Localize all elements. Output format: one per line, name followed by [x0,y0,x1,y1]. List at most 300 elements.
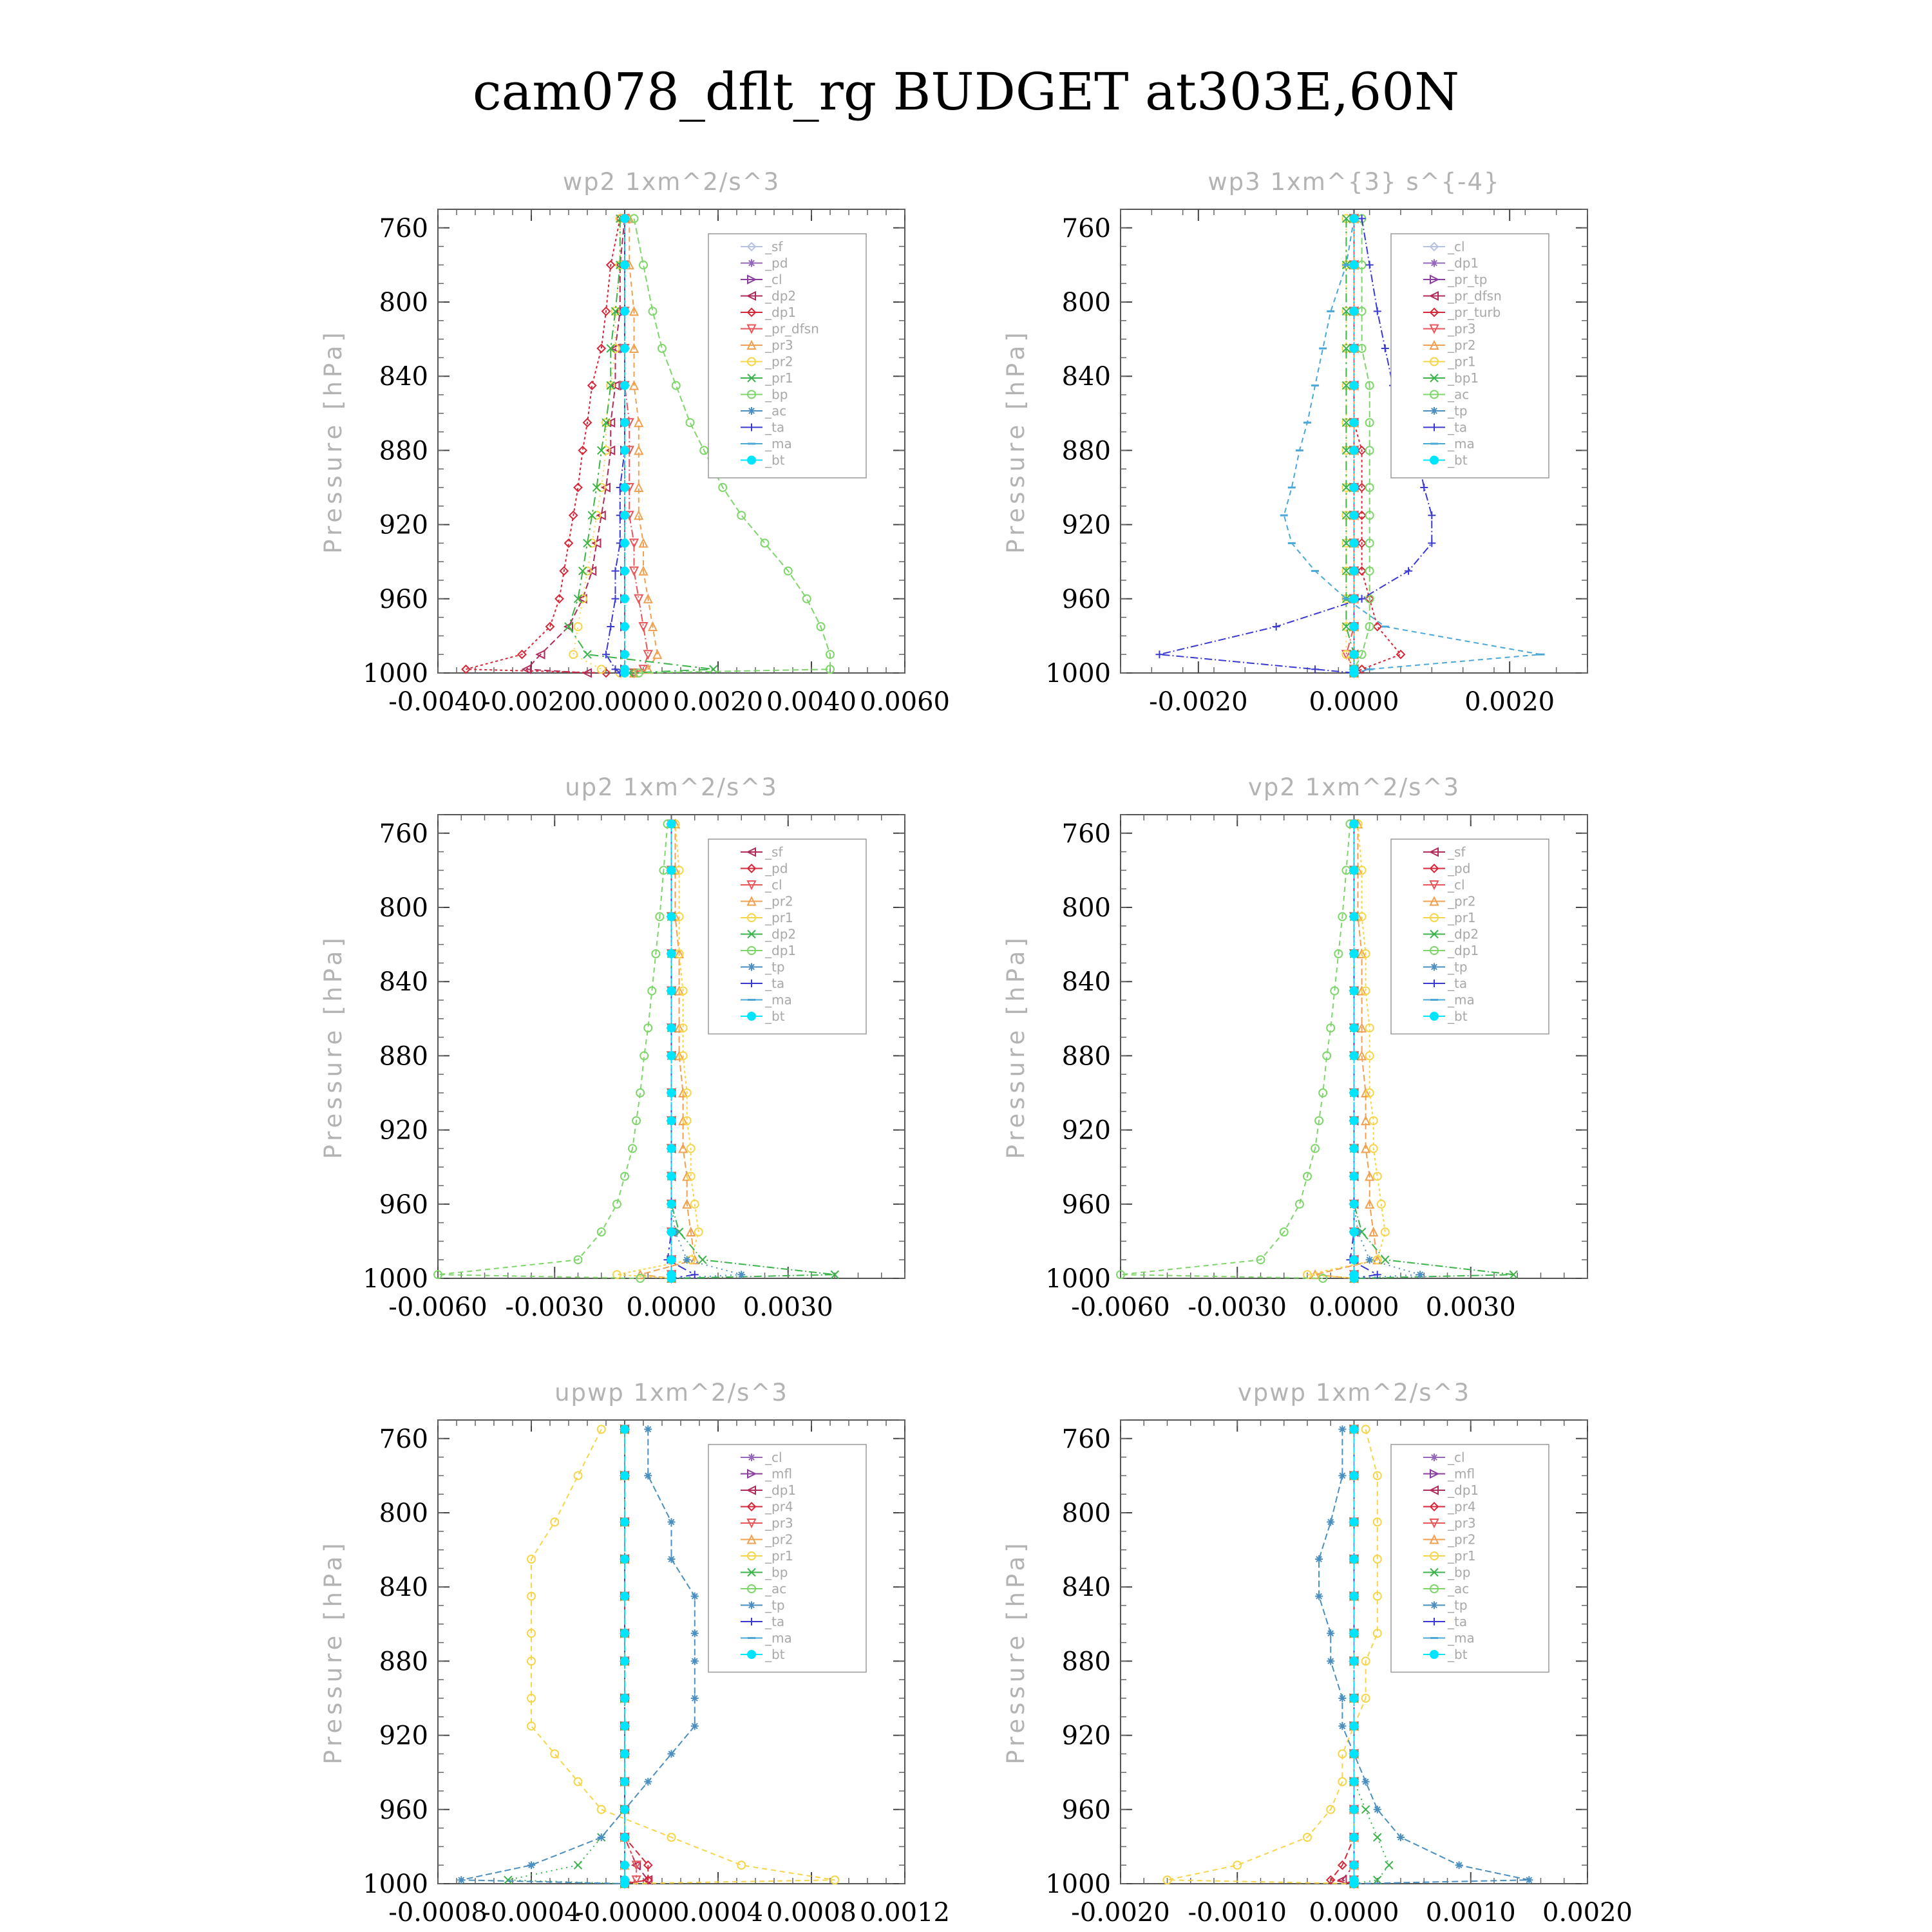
data-point [1350,1144,1359,1153]
y-tick-label: 880 [379,1647,428,1677]
legend-label: _ta [1448,976,1468,991]
legend-marker [747,456,756,465]
legend-label: _dp1 [1448,943,1479,958]
series-line-bp1 [1346,218,1354,673]
legend-label: _dp2 [765,926,797,942]
data-point [1350,1200,1359,1209]
data-point [620,1861,629,1870]
data-point [737,1861,745,1869]
legend [708,1444,866,1672]
legend-label: _bt [765,452,785,468]
panel-1 [319,168,950,717]
data-point [574,1778,582,1786]
data-point [1350,1425,1359,1434]
legend-label: _bt [765,1009,785,1024]
data-point [658,345,666,352]
legend [1391,234,1549,478]
data-point [620,344,629,353]
data-point [620,1656,629,1665]
data-point [667,1051,676,1060]
data-point [668,1750,676,1757]
legend-label: _dp1 [765,943,797,958]
data-point [620,214,629,223]
panel-title: wp2 1xm^2/s^3 [562,168,781,196]
legend-label: _bt [1448,452,1468,468]
legend-label: _bt [1448,1009,1468,1024]
legend-label: _pr1 [765,1548,793,1564]
series-line-pr_dfsn [625,218,648,673]
data-point [635,419,643,426]
data-point [667,866,676,875]
data-point [620,1749,629,1758]
legend-label: _pr2 [765,893,793,909]
series-line-dp1 [625,1429,648,1884]
legend-label: _pr1 [1448,354,1476,370]
y-tick-label: 760 [1061,819,1111,849]
panel-title: upwp 1xm^2/s^3 [554,1379,788,1406]
panel-3 [319,773,905,1322]
legend [1391,1444,1549,1672]
data-point [761,539,769,547]
data-point [620,1777,629,1786]
y-axis-label: Pressure [hPa] [319,1539,347,1765]
data-point [644,650,652,658]
legend-label: _sf [765,844,783,860]
legend-label: _pr3 [1448,321,1476,337]
y-tick-label: 960 [379,584,428,614]
data-point [620,1592,629,1601]
data-point [1350,1471,1359,1480]
y-tick-label: 1000 [363,659,428,688]
data-point [667,949,676,958]
legend-label: _ma [765,992,792,1008]
legend-label: _ma [1448,1630,1475,1646]
y-tick-label: 920 [379,1721,428,1751]
legend-label: _tp [765,959,785,975]
legend-label: _ac [765,403,787,419]
data-point [1273,623,1280,630]
data-point [667,912,676,921]
legend-label: _ma [765,1630,792,1646]
data-point [620,567,629,576]
legend-label: _pr_tp [1448,272,1488,287]
legend-label: _ac [1448,386,1470,402]
panel-4 [1002,773,1587,1322]
data-point [1420,484,1428,491]
data-point [687,419,694,426]
legend-label: _pr4 [1448,1499,1476,1515]
data-point [691,1694,699,1702]
data-point [620,381,629,390]
y-tick-label: 1000 [363,1870,428,1899]
legend-label: _pr2 [1448,337,1476,353]
data-point [639,623,647,630]
data-point [598,1833,605,1841]
data-point [574,1861,582,1869]
legend-label: _pr2 [765,354,793,370]
data-point [598,665,605,673]
series-line-dp1 [438,824,668,1278]
legend-label: _bp [765,1564,788,1580]
legend-label: _bp [1448,1564,1471,1580]
series-line-pr1 [1346,218,1354,673]
data-point [527,1722,535,1730]
legend-label: _pd [765,860,788,876]
legend-label: _ac [1448,1581,1470,1596]
data-point [607,623,614,630]
data-point [1350,1051,1359,1060]
x-tick-label: 0.0020 [1542,1898,1633,1927]
y-tick-label: 960 [1061,1795,1111,1825]
data-point [667,1200,676,1209]
x-tick-label: 0.0000 [580,687,670,717]
series-line-pr1 [1168,1429,1378,1884]
data-point [1350,1879,1359,1888]
y-tick-label: 840 [379,967,428,998]
data-point [620,594,629,603]
legend-marker [748,260,755,267]
data-point [1374,1833,1381,1841]
legend-label: _pr1 [765,910,793,925]
data-point [574,623,582,630]
x-tick-label: 0.0008 [766,1898,857,1927]
data-point [1366,1256,1374,1264]
data-point [1405,567,1412,575]
data-point [1525,1876,1533,1884]
y-tick-label: 840 [1061,362,1111,392]
legend-label: _sf [765,239,783,254]
data-point [551,1750,558,1757]
x-tick-label: -0.0030 [1188,1293,1287,1322]
legend [1391,839,1549,1034]
legend-label: _ta [765,976,785,991]
data-point [1350,1833,1359,1842]
legend-marker [1430,407,1438,415]
data-point [1350,1255,1359,1264]
y-tick-label: 920 [1061,510,1111,540]
legend-label: _pr4 [765,1499,793,1515]
data-point [1385,1861,1393,1869]
data-point [612,595,620,603]
y-axis-label: Pressure [hPa] [1002,328,1030,554]
x-tick-label: 0.0060 [860,687,950,717]
data-point [1428,539,1435,547]
panel-title: up2 1xm^2/s^3 [565,773,778,801]
legend [708,839,866,1034]
data-point [691,1629,699,1637]
data-point [620,668,629,677]
data-point [1350,594,1359,603]
legend-marker [1430,456,1439,465]
y-tick-label: 960 [379,1795,428,1825]
data-point [620,650,629,659]
legend-label: _pr3 [765,337,793,353]
data-point [1315,1593,1323,1600]
data-point [683,1256,691,1264]
data-point [691,1657,699,1665]
series-line-pr4 [1331,1429,1354,1884]
x-tick-label: 0.0030 [1425,1293,1516,1322]
data-point [620,1694,629,1703]
legend-label: _pr2 [765,1531,793,1548]
data-point [737,511,745,519]
y-tick-label: 960 [1061,584,1111,614]
data-point [620,1471,629,1480]
data-point [668,1518,676,1526]
x-tick-label: -0.0060 [1071,1293,1170,1322]
data-point [803,595,811,603]
data-point [667,1088,676,1097]
legend-marker [1430,1454,1438,1461]
data-point [574,1472,582,1479]
y-tick-label: 800 [379,288,428,317]
x-tick-label: -0.0020 [482,687,581,717]
y-tick-label: 800 [379,1499,428,1528]
x-tick-label: -0.0030 [505,1293,604,1322]
data-point [668,1555,676,1563]
y-axis-label: Pressure [hPa] [1002,934,1030,1159]
legend-label: _tp [1448,403,1468,419]
legend-label: _dp2 [765,288,797,304]
data-point [620,1805,629,1814]
data-point [1350,446,1359,455]
y-tick-label: 800 [1061,1499,1111,1528]
data-point [1350,1555,1359,1564]
legend [708,234,866,478]
data-point [635,595,643,603]
data-point [1350,538,1359,547]
y-tick-label: 840 [1061,1573,1111,1603]
data-point [1350,418,1359,427]
y-tick-label: 1000 [1045,1870,1111,1899]
y-tick-label: 880 [1061,436,1111,466]
series-line-pr3 [629,218,658,673]
y-tick-label: 880 [1061,1647,1111,1677]
data-point [1350,381,1359,390]
data-point [1350,1088,1359,1097]
y-tick-label: 800 [1061,893,1111,923]
legend-marker [747,1650,756,1659]
data-point [644,1472,652,1479]
legend-label: _pr1 [1448,910,1476,925]
x-tick-label: -0.0020 [1071,1898,1170,1927]
legend-marker [1430,1602,1438,1609]
data-point [612,567,620,575]
y-tick-label: 800 [1061,288,1111,317]
legend-label: _mfl [765,1466,793,1482]
data-point [1350,1023,1359,1032]
data-point [667,1023,676,1032]
data-point [1338,1694,1346,1702]
legend-label: _pr2 [1448,893,1476,909]
series-line-tp [461,1429,695,1884]
data-point [699,1256,706,1264]
data-point [1338,1472,1346,1479]
data-point [527,1861,535,1869]
x-tick-label: -0.0008 [388,1898,488,1927]
panel-5 [319,1379,950,1927]
data-point [1350,912,1359,921]
data-point [1428,511,1435,519]
data-point [457,1876,465,1884]
data-point [1366,261,1374,269]
legend-label: _pd [1448,860,1471,876]
legend-label: _tp [1448,1597,1468,1613]
y-tick-label: 760 [379,213,428,243]
x-tick-label: -0.0010 [1188,1898,1287,1927]
x-tick-label: -0.0020 [1149,687,1248,717]
y-axis-label: Pressure [hPa] [319,934,347,1159]
panel-title: wp3 1xm^{3} s^{-4} [1208,168,1501,196]
y-axis-label: Pressure [hPa] [1002,1539,1030,1765]
legend-label: _cl [765,877,782,893]
data-point [1350,819,1359,828]
data-point [1350,344,1359,353]
data-point [667,819,676,828]
y-tick-label: 760 [1061,1424,1111,1454]
data-point [613,1200,621,1208]
data-point [1327,1657,1334,1665]
y-tick-label: 800 [379,893,428,923]
data-point [1350,214,1359,223]
legend-label: _pr_dfsn [1448,288,1502,304]
data-point [1350,1629,1359,1638]
y-tick-label: 760 [1061,213,1111,243]
y-tick-label: 920 [379,1115,428,1146]
series-line-pr1 [617,824,699,1278]
legend-label: _bp1 [1448,370,1479,386]
data-point [1381,345,1389,352]
data-point [1350,1861,1359,1870]
legend-label: _ta [765,1614,785,1629]
legend-label: _pd [765,255,788,271]
data-point [1381,1256,1389,1264]
data-point [620,538,629,547]
series-line-dp1 [1342,1429,1354,1884]
data-point [1311,665,1319,673]
legend-marker [747,1012,756,1021]
legend-label: _bt [765,1647,785,1662]
legend-label: _dp1 [1448,255,1479,271]
x-tick-label: 0.0000 [1309,1293,1399,1322]
data-point [1296,1200,1303,1208]
legend-label: _cl [1448,239,1465,254]
legend-label: _cl [765,1450,782,1465]
x-tick-label: 0.0012 [860,1898,950,1927]
data-point [504,1876,512,1884]
y-tick-label: 880 [379,1041,428,1072]
legend-label: _dp1 [765,305,797,320]
y-tick-label: 920 [1061,1721,1111,1751]
data-point [667,1255,676,1264]
data-point [737,1271,745,1278]
legend-marker [1430,260,1438,267]
data-point [667,1274,676,1283]
data-point [654,650,661,658]
x-tick-label: -0.0060 [388,1293,488,1322]
data-point [569,650,577,658]
data-point [667,987,676,996]
data-point [667,1144,676,1153]
data-point [1327,1629,1334,1637]
legend-label: _pr1 [1448,1548,1476,1564]
x-tick-label: 0.0030 [743,1293,833,1322]
legend-label: _mfl [1448,1466,1475,1482]
series-line-pr2 [1315,824,1378,1278]
data-point [1350,1656,1359,1665]
legend-marker [748,963,755,971]
data-point [620,418,629,427]
data-point [1350,1749,1359,1758]
y-tick-label: 920 [1061,1115,1111,1146]
x-tick-label: -0.0004 [482,1898,581,1927]
data-point [620,1833,629,1842]
data-point [1155,650,1163,658]
data-point [691,1593,699,1600]
data-point [667,1172,676,1181]
legend-label: _cl [1448,877,1465,893]
data-point [620,1555,629,1564]
data-point [1350,1116,1359,1125]
y-tick-label: 960 [1061,1189,1111,1220]
data-point [1362,1778,1370,1786]
legend-label: _ac [765,1581,787,1596]
y-tick-label: 880 [379,436,428,466]
data-point [1350,1227,1359,1236]
legend-marker [1430,1012,1439,1021]
series-line-dp2 [527,218,625,673]
data-point [1374,1806,1381,1814]
series-line-dp1 [1121,824,1350,1278]
x-tick-label: 0.0000 [1309,1898,1399,1927]
data-point [1455,1861,1463,1869]
legend-label: _pr1 [765,370,793,386]
data-point [620,511,629,520]
data-point [1350,1721,1359,1730]
data-point [1350,1777,1359,1786]
data-point [620,1517,629,1526]
data-point [1350,307,1359,316]
y-tick-label: 840 [379,362,428,392]
data-point [1315,1555,1323,1563]
y-tick-label: 920 [379,510,428,540]
data-point [620,1879,629,1888]
y-tick-label: 1000 [363,1264,428,1294]
y-tick-label: 880 [1061,1041,1111,1072]
legend-marker [1430,963,1438,971]
data-point [1350,260,1359,269]
data-point [1338,1425,1346,1433]
y-tick-label: 760 [379,1424,428,1454]
panel-6 [1002,1379,1633,1927]
data-point [691,1722,699,1730]
y-tick-label: 1000 [1045,1264,1111,1294]
data-point [1350,1805,1359,1814]
legend-marker [1430,1650,1439,1659]
legend-label: _ta [1448,1614,1468,1629]
panels [319,168,1633,1927]
data-point [1350,1694,1359,1703]
legend-label: _ma [765,436,792,451]
series-line-pr4 [625,1429,648,1884]
y-tick-label: 840 [379,1573,428,1603]
legend-marker [748,1454,755,1461]
data-point [620,1629,629,1638]
legend-label: _bp [765,386,788,402]
data-point [667,1116,676,1125]
data-point [1338,1722,1346,1730]
y-axis-label: Pressure [hPa] [319,328,347,554]
